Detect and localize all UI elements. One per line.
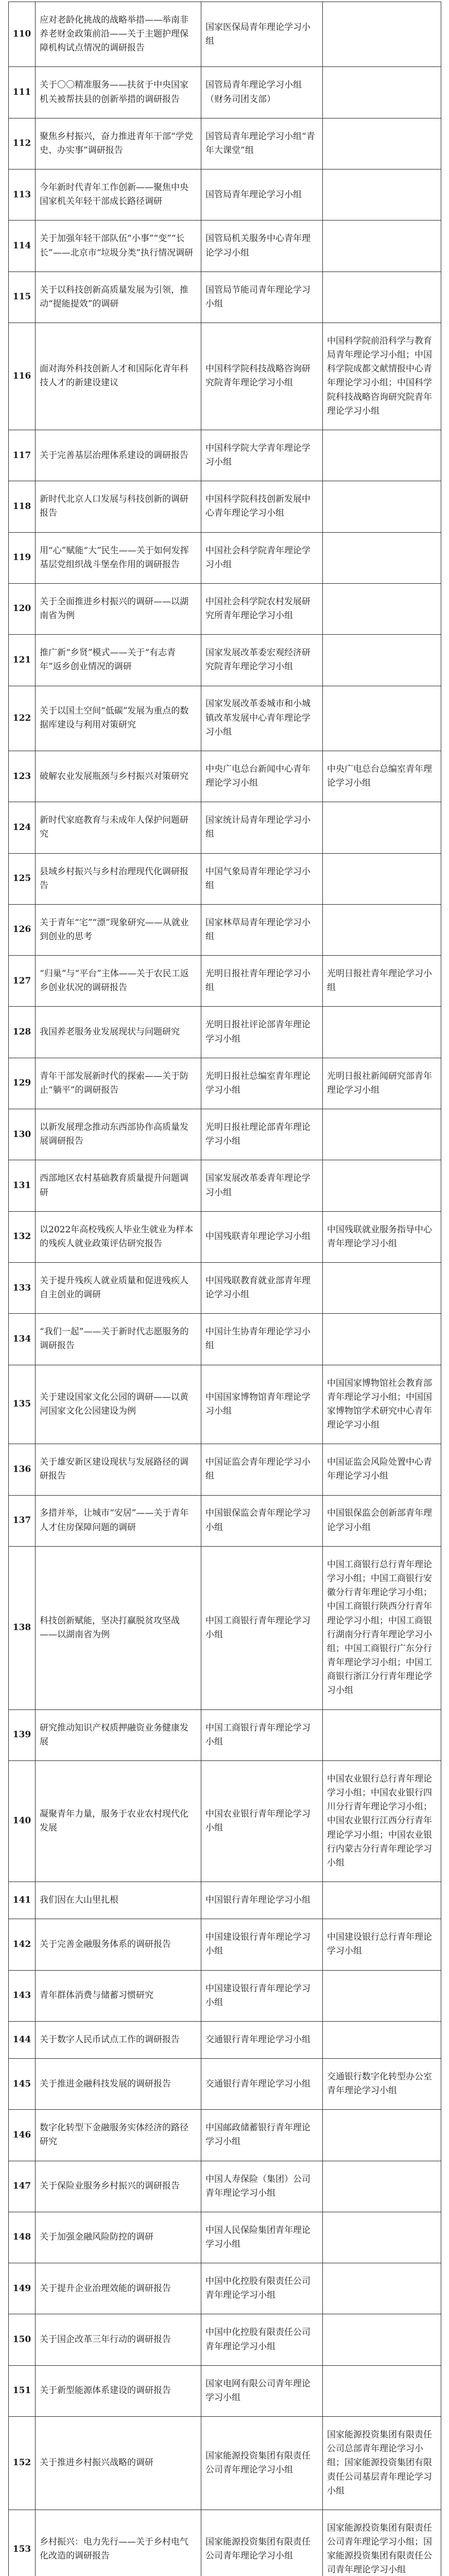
row-number: 122: [9, 686, 36, 751]
participating-teams: 中国银保监会创新部青年理论学习小组: [323, 1495, 441, 1546]
report-title: 关于加强年轻干部队伍“小事”“变”“长长”——北京市“垃圾分类”执行情况调研: [36, 221, 201, 272]
report-title: 乡村振兴：电力先行——关于乡村电气化改造的调研报告: [36, 2510, 201, 2576]
report-title: 关于数字人民币试点工作的调研报告: [36, 2021, 201, 2058]
table-row: [9, 2161, 441, 2212]
participating-teams: [323, 170, 441, 221]
row-number: 140: [9, 1760, 36, 1882]
participating-teams: [323, 67, 441, 118]
responsible-unit: 光明日报社评论部青年理论学习小组: [201, 1007, 323, 1058]
participating-teams: [323, 2110, 441, 2161]
participating-teams: 光明日报社青年理论学习小组: [323, 956, 441, 1007]
table-row: [9, 1444, 441, 1495]
report-title: 关于完善基层治理体系建设的调研报告: [36, 430, 201, 481]
report-title: 多措并举，让城市“安居”——关于青年人才住房保障问题的调研: [36, 1495, 201, 1546]
report-title: “归巢”与“平台”主体——关于农民工返乡创业状况的调研报告: [36, 956, 201, 1007]
row-number: 115: [9, 272, 36, 323]
table-row: [9, 1160, 441, 1211]
responsible-unit: 国家发展改革委城市和小城镇改革发展中心青年理论学习小组: [201, 686, 323, 751]
participating-teams: 交通银行数字化转型办公室青年理论学习小组: [323, 2058, 441, 2109]
row-number: 118: [9, 481, 36, 532]
participating-teams: [323, 221, 441, 272]
responsible-unit: 交通银行青年理论学习小组: [201, 2021, 323, 2058]
participating-teams: 中央广电总台总编室青年理论学习小组: [323, 751, 441, 802]
table-row: [9, 853, 441, 904]
table-row: [9, 2, 441, 67]
table-row: [9, 2314, 441, 2365]
responsible-unit: 国管局节能司青年理论学习小组: [201, 272, 323, 323]
table-row: [9, 2021, 441, 2058]
row-number: 138: [9, 1546, 36, 1709]
participating-teams: [323, 583, 441, 634]
participating-teams: [323, 904, 441, 955]
participating-teams: [323, 2365, 441, 2416]
participating-teams: 中国证监会风险处置中心青年理论学习小组: [323, 1444, 441, 1495]
table-row: [9, 481, 441, 532]
row-number: 141: [9, 1882, 36, 1919]
row-number: 146: [9, 2110, 36, 2161]
row-number: 134: [9, 1314, 36, 1365]
participating-teams: [323, 1262, 441, 1313]
report-title: 关于国企改革三年行动的调研报告: [36, 2314, 201, 2365]
row-number: 139: [9, 1709, 36, 1760]
responsible-unit: 中国银保监会青年理论学习小组: [201, 1495, 323, 1546]
participating-teams: 国家能源投资集团有限责任公司青年理论学习小组；国家能源投资集团有限责任公司青年理论学习小组: [323, 2510, 441, 2576]
row-number: 148: [9, 2212, 36, 2263]
row-number: 112: [9, 118, 36, 169]
report-title: 关于〇〇精准服务——扶贫于中央国家机关被帮扶县的创新举措的调研报告: [36, 67, 201, 118]
participating-teams: [323, 1709, 441, 1760]
responsible-unit: 光明日报社总编室青年理论学习小组: [201, 1058, 323, 1109]
row-number: 133: [9, 1262, 36, 1313]
report-title: 今年新时代青年工作创新——聚焦中央国家机关年轻干部成长路径调研: [36, 170, 201, 221]
row-number: 143: [9, 1970, 36, 2021]
responsible-unit: 中国人民保险集团青年理论学习小组: [201, 2212, 323, 2263]
report-title: 科技创新赋能，坚决打赢脱贫攻坚战——以湖南省为例: [36, 1546, 201, 1709]
report-title: 面对海外科技创新人才和国际化青年科技人才的新建设建议: [36, 323, 201, 430]
participating-teams: [323, 686, 441, 751]
responsible-unit: 中国计生协青年理论学习小组: [201, 1314, 323, 1365]
participating-teams: 光明日报社新闻研究部青年理论学习小组: [323, 1058, 441, 1109]
table-row: [9, 686, 441, 751]
participating-teams: [323, 635, 441, 686]
table-row: [9, 583, 441, 634]
row-number: 144: [9, 2021, 36, 2058]
report-title: 以新发展理念推动东西部协作高质量发展调研报告: [36, 1109, 201, 1160]
table-row: [9, 221, 441, 272]
table-row: [9, 323, 441, 430]
report-table: [8, 2, 441, 2576]
report-title: 关于青年“宅”“漂”现象研究——从就业到创业的思考: [36, 904, 201, 955]
table-row: [9, 2110, 441, 2161]
table-row: [9, 751, 441, 802]
responsible-unit: 国家发展改革委青年理论学习小组: [201, 1160, 323, 1211]
participating-teams: 中国国家博物馆社会教育部青年理论学习小组；中国国家博物馆学术研究中心青年理论学习小组: [323, 1365, 441, 1444]
participating-teams: 中国科学院前沿科学与教育局青年理论学习小组；中国科学院成都文献情报中心青年理论学习小组；中国科学院科技战略咨询研究院青年理论学习小组: [323, 323, 441, 430]
row-number: 111: [9, 67, 36, 118]
report-title: 关于新型能源体系建设的调研报告: [36, 2365, 201, 2416]
responsible-unit: 中国银行青年理论学习小组: [201, 1882, 323, 1919]
report-title: 县域乡村振兴与乡村治理现代化调研报告: [36, 853, 201, 904]
participating-teams: [323, 118, 441, 169]
responsible-unit: 国家林草局青年理论学习小组: [201, 904, 323, 955]
row-number: 150: [9, 2314, 36, 2365]
table-row: [9, 635, 441, 686]
row-number: 152: [9, 2417, 36, 2510]
responsible-unit: 国家发展改革委宏观经济研究院青年理论学习小组: [201, 635, 323, 686]
row-number: 153: [9, 2510, 36, 2576]
report-title: 青年群体消费与储蓄习惯研究: [36, 1970, 201, 2021]
row-number: 120: [9, 583, 36, 634]
responsible-unit: 中国残联教育就业部青年理论学习小组: [201, 1262, 323, 1313]
participating-teams: [323, 481, 441, 532]
row-number: 119: [9, 532, 36, 583]
responsible-unit: 中央广电总台新闻中心青年理论学习小组: [201, 751, 323, 802]
responsible-unit: 国管局青年理论学习小组（财务司团支部）: [201, 67, 323, 118]
row-number: 126: [9, 904, 36, 955]
table-row: [9, 1058, 441, 1109]
participating-teams: [323, 2, 441, 67]
table-row: [9, 67, 441, 118]
report-title: 西部地区农村基础教育质量提升问题调研: [36, 1160, 201, 1211]
report-title: 关于完善金融服务体系的调研报告: [36, 1919, 201, 1970]
responsible-unit: 中国工商银行青年理论学习小组: [201, 1546, 323, 1709]
table-row: [9, 1970, 441, 2021]
row-number: 137: [9, 1495, 36, 1546]
participating-teams: [323, 532, 441, 583]
row-number: 129: [9, 1058, 36, 1109]
table-row: [9, 2212, 441, 2263]
responsible-unit: 国家医保局青年理论学习小组: [201, 2, 323, 67]
table-row: [9, 430, 441, 481]
responsible-unit: 国管局青年理论学习小组: [201, 170, 323, 221]
participating-teams: [323, 1882, 441, 1919]
table-row: [9, 272, 441, 323]
participating-teams: [323, 1970, 441, 2021]
table-row: [9, 1007, 441, 1058]
table-row: [9, 2365, 441, 2416]
responsible-unit: 中国科学院科技创新发展中心青年理论学习小组: [201, 481, 323, 532]
report-title: 关于以国土空间“低碳”发展为重点的数据库建设与利用对策研究: [36, 686, 201, 751]
responsible-unit: 中国证监会青年理论学习小组: [201, 1444, 323, 1495]
table-row: [9, 532, 441, 583]
report-title: 我们因在大山里扎根: [36, 1882, 201, 1919]
table-row: [9, 1919, 441, 1970]
responsible-unit: 光明日报社青年理论学习小组: [201, 956, 323, 1007]
report-title: 聚焦乡村振兴，奋力推进青年干部“学党史、办实事”调研报告: [36, 118, 201, 169]
row-number: 123: [9, 751, 36, 802]
responsible-unit: 国家统计局青年理论学习小组: [201, 802, 323, 853]
table-row: [9, 1709, 441, 1760]
report-title: 推广新“乡贤”模式——关于“有志青年”返乡创业情况的调研: [36, 635, 201, 686]
row-number: 127: [9, 956, 36, 1007]
responsible-unit: 国家能源投资集团有限责任公司青年理论学习小组: [201, 2417, 323, 2510]
participating-teams: [323, 2263, 441, 2314]
row-number: 117: [9, 430, 36, 481]
row-number: 142: [9, 1919, 36, 1970]
report-title: 凝聚青年力量，服务于农业农村现代化发展: [36, 1760, 201, 1882]
participating-teams: [323, 2314, 441, 2365]
table-row: [9, 1211, 441, 1262]
table-row: [9, 956, 441, 1007]
row-number: 125: [9, 853, 36, 904]
participating-teams: [323, 853, 441, 904]
report-title: 关于建设国家文化公园的调研——以黄河国家文化公园建设为例: [36, 1365, 201, 1444]
table-row: [9, 2417, 441, 2510]
row-number: 147: [9, 2161, 36, 2212]
responsible-unit: 国管局机关服务中心青年理论学习小组: [201, 221, 323, 272]
responsible-unit: 国管局青年理论学习小组“青年大课堂”组: [201, 118, 323, 169]
row-number: 113: [9, 170, 36, 221]
responsible-unit: 中国国家博物馆青年理论学习小组: [201, 1365, 323, 1444]
responsible-unit: 中国社会科学院青年理论学习小组: [201, 532, 323, 583]
participating-teams: [323, 2212, 441, 2263]
responsible-unit: 中国中化控股有限责任公司青年理论学习小组: [201, 2314, 323, 2365]
report-title: 关于以科技创新高质量发展为引领，推动“提能提效”的调研: [36, 272, 201, 323]
report-title: “我们一起”——关于新时代志愿服务的调研报告: [36, 1314, 201, 1365]
participating-teams: 中国建设银行总行青年理论学习小组: [323, 1919, 441, 1970]
row-number: 135: [9, 1365, 36, 1444]
report-title: 以2022年高校残疾人毕业生就业为样本的残疾人就业政策评估研究报告: [36, 1211, 201, 1262]
participating-teams: 中国农业银行总行青年理论学习小组；中国农业银行四川分行青年理论学习小组；中国农业银行江西分行青年理论学习小组；中国农业银行内蒙古分行青年理论学习小组: [323, 1760, 441, 1882]
participating-teams: [323, 802, 441, 853]
participating-teams: [323, 2021, 441, 2058]
report-title: 新时代家庭教育与未成年人保护问题研究: [36, 802, 201, 853]
table-row: [9, 170, 441, 221]
row-number: 124: [9, 802, 36, 853]
report-title: 关于推进乡村振兴战略的调研: [36, 2417, 201, 2510]
responsible-unit: 交通银行青年理论学习小组: [201, 2058, 323, 2109]
participating-teams: [323, 1007, 441, 1058]
report-title: 我国养老服务业发展现状与问题研究: [36, 1007, 201, 1058]
participating-teams: [323, 430, 441, 481]
table-row: [9, 1760, 441, 1882]
report-title: 用“心”赋能“大”民生——关于如何发挥基层党组织战斗堡垒作用的调研报告: [36, 532, 201, 583]
participating-teams: 国家能源投资集团有限责任公司总部青年理论学习小组；国家能源投资集团有限责任公司基层青年理论学习小组: [323, 2417, 441, 2510]
row-number: 114: [9, 221, 36, 272]
responsible-unit: 国家能源投资集团有限责任公司青年理论学习小组: [201, 2510, 323, 2576]
row-number: 110: [9, 2, 36, 67]
table-row: [9, 1365, 441, 1444]
row-number: 131: [9, 1160, 36, 1211]
report-title: 关于保险业服务乡村振兴的调研报告: [36, 2161, 201, 2212]
responsible-unit: 中国科学院大学青年理论学习小组: [201, 430, 323, 481]
table-row: [9, 1882, 441, 1919]
participating-teams: [323, 1160, 441, 1211]
row-number: 151: [9, 2365, 36, 2416]
table-row: [9, 1314, 441, 1365]
responsible-unit: 中国农业银行青年理论学习小组: [201, 1760, 323, 1882]
table-row: [9, 1495, 441, 1546]
responsible-unit: 中国工商银行青年理论学习小组: [201, 1709, 323, 1760]
report-title: 关于推进金融科技发展的调研报告: [36, 2058, 201, 2109]
report-title: 关于提升残疾人就业质量和促进残疾人自主创业的调研: [36, 1262, 201, 1313]
responsible-unit: 光明日报社理论部青年理论学习小组: [201, 1109, 323, 1160]
responsible-unit: 国家电网有限公司青年理论学习小组: [201, 2365, 323, 2416]
participating-teams: 中国残联就业服务指导中心青年理论学习小组: [323, 1211, 441, 1262]
table-row: [9, 802, 441, 853]
participating-teams: [323, 1314, 441, 1365]
participating-teams: [323, 2161, 441, 2212]
row-number: 130: [9, 1109, 36, 1160]
responsible-unit: 中国社会科学院农村发展研究所青年理论学习小组: [201, 583, 323, 634]
table-row: [9, 2263, 441, 2314]
report-title: 研究推动知识产权质押融资业务健康发展: [36, 1709, 201, 1760]
participating-teams: [323, 272, 441, 323]
row-number: 116: [9, 323, 36, 430]
row-number: 136: [9, 1444, 36, 1495]
responsible-unit: 中国建设银行青年理论学习小组: [201, 1919, 323, 1970]
table-row: [9, 1109, 441, 1160]
row-number: 128: [9, 1007, 36, 1058]
report-title: 新时代北京人口发展与科技创新的调研报告: [36, 481, 201, 532]
report-title: 关于全面推进乡村振兴的调研——以湖南省为例: [36, 583, 201, 634]
report-title: 数字化转型下金融服务实体经济的路径研究: [36, 2110, 201, 2161]
responsible-unit: 中国人寿保险（集团）公司青年理论学习小组: [201, 2161, 323, 2212]
report-title: 应对老龄化挑战的战略举措——举南非养老财金政策前沿——关于主题护理保障机构试点情况的调研报告: [36, 2, 201, 67]
responsible-unit: 中国科学院科技战略咨询研究院青年理论学习小组: [201, 323, 323, 430]
report-title: 关于雄安新区建设现状与发展路径的调研报告: [36, 1444, 201, 1495]
report-table-body: [9, 2, 441, 2576]
report-title: 关于加强金融风险防控的调研: [36, 2212, 201, 2263]
table-row: [9, 118, 441, 169]
row-number: 145: [9, 2058, 36, 2109]
responsible-unit: 中国建设银行青年理论学习小组: [201, 1970, 323, 2021]
table-row: [9, 1262, 441, 1313]
report-title: 关于提升企业治理效能的调研报告: [36, 2263, 201, 2314]
participating-teams: 中国工商银行总行青年理论学习小组；中国工商银行安徽分行青年理论学习小组；中国工商银行陕西分行青年理论学习小组；中国工商银行湖南分行青年理论学习小组；中国工商银行广东分行青年理论学习小组；中国工商银行浙江分行青年理论学习小组: [323, 1546, 441, 1709]
report-title: 破解农业发展瓶颈与乡村振兴对策研究: [36, 751, 201, 802]
responsible-unit: 中国残联青年理论学习小组: [201, 1211, 323, 1262]
responsible-unit: 中国气象局青年理论学习小组: [201, 853, 323, 904]
table-row: [9, 2510, 441, 2576]
row-number: 121: [9, 635, 36, 686]
row-number: 132: [9, 1211, 36, 1262]
row-number: 149: [9, 2263, 36, 2314]
report-title: 青年干部发展新时代的探索——关于防止“躺平”的调研报告: [36, 1058, 201, 1109]
responsible-unit: 中国中化控股有限责任公司青年理论学习小组: [201, 2263, 323, 2314]
responsible-unit: 中国邮政储蓄银行青年理论学习小组: [201, 2110, 323, 2161]
participating-teams: [323, 1109, 441, 1160]
table-row: [9, 2058, 441, 2109]
table-row: [9, 1546, 441, 1709]
table-row: [9, 904, 441, 955]
